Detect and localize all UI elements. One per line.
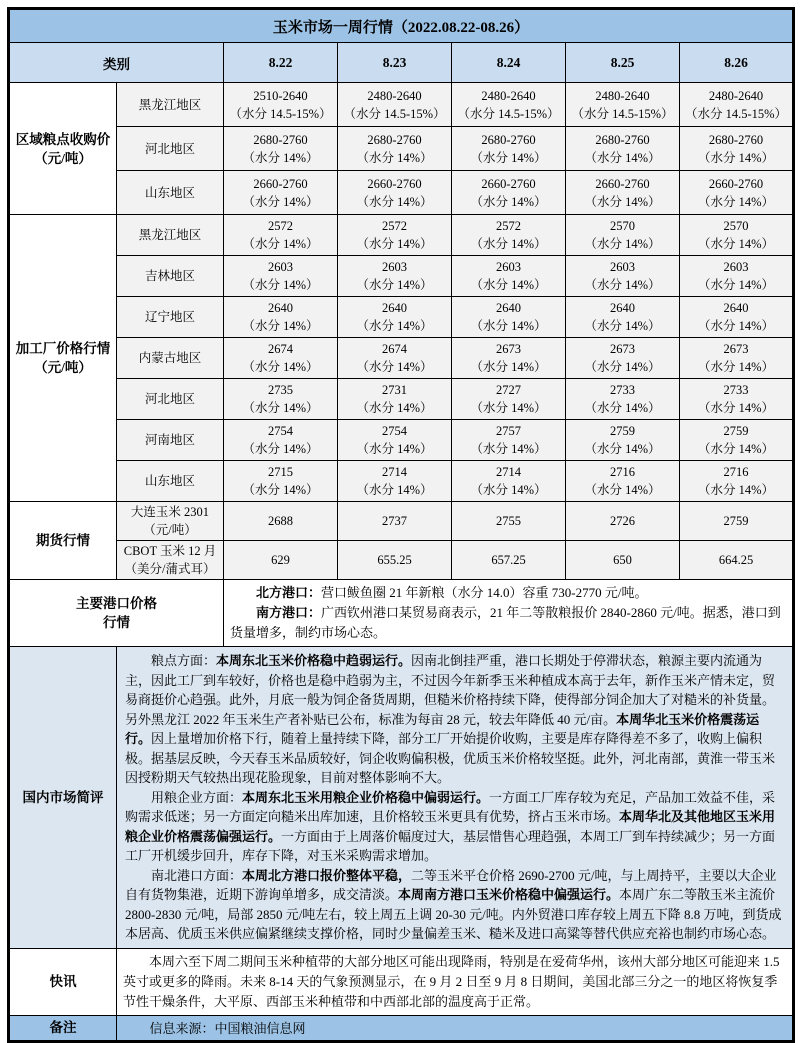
ports-row — [9, 580, 794, 647]
price-line: （水分 14%） — [697, 319, 775, 333]
price-line: （水分 14.5-15%） — [457, 106, 560, 121]
text-segment: 一方面工厂库存较为充足，产品加工效益不佳，采购需求低迷；另一方面定向糙米出库加速，且价格较玉米更具有优势，挤占玉米市场。 — [125, 789, 776, 824]
price-line: （水分 14%） — [697, 360, 775, 374]
section-label-futures — [9, 502, 117, 580]
price-line: 2688 — [268, 514, 293, 528]
section-label-note: 备注 — [9, 1015, 117, 1041]
price-line: 2680-2760 — [367, 132, 422, 147]
price-line: 2673 — [723, 342, 749, 356]
price-line: 2754 — [382, 424, 407, 438]
price-line: （水分 14%） — [242, 360, 319, 374]
price-line: 2716 — [610, 465, 635, 479]
bold-text-segment: 南方港口： — [256, 605, 322, 620]
price-line: （水分 14%） — [697, 150, 775, 165]
price-cell — [566, 171, 680, 215]
price-line: 2660-2760 — [708, 176, 764, 191]
price-line: 2716 — [723, 465, 749, 479]
row-label — [117, 338, 224, 379]
price-cell — [338, 297, 452, 338]
price-cell — [224, 127, 338, 171]
price-cell — [338, 541, 452, 580]
price-line: （水分 14%） — [697, 442, 775, 456]
price-cell — [452, 127, 566, 171]
price-cell — [680, 215, 794, 256]
price-cell — [224, 83, 338, 127]
price-line: （水分 14.5-15%） — [571, 106, 674, 121]
price-line: 2680-2760 — [481, 132, 536, 147]
price-cell — [224, 215, 338, 256]
price-line: （水分 14%） — [356, 360, 433, 374]
row-label-line: 山东地区 — [144, 474, 195, 488]
row-label — [117, 83, 224, 127]
price-line: （水分 14%） — [470, 237, 547, 251]
row-label-line: 黑龙江地区 — [138, 97, 202, 112]
price-line: 2603 — [382, 260, 407, 274]
bold-text-segment: 本周南方港口玉米价格稳中偏强运行。 — [398, 887, 620, 902]
price-line: 2680-2760 — [595, 132, 650, 147]
price-line: 2660-2760 — [367, 176, 422, 191]
price-cell — [680, 461, 794, 502]
price-cell — [680, 83, 794, 127]
price-line: （水分 14%） — [356, 442, 433, 456]
price-line: （水分 14%） — [356, 278, 433, 292]
price-cell — [338, 171, 452, 215]
price-cell — [452, 215, 566, 256]
row-label — [117, 541, 224, 580]
price-line: 2754 — [268, 424, 293, 438]
row-label — [117, 215, 224, 256]
row-label-line: 河北地区 — [144, 392, 195, 406]
price-cell — [224, 256, 338, 297]
price-line: （水分 14%） — [584, 278, 661, 292]
text-segment: 一方面由于上周落价幅度过大，基层惜售心理趋强，本周工厂到车持续减少；另一方面工厂开机缓步回升，库存下降，对玉米采购需求增加。 — [125, 828, 776, 863]
price-cell — [452, 541, 566, 580]
price-cell — [224, 338, 338, 379]
price-line: 2680-2760 — [253, 132, 308, 147]
price-cell — [224, 379, 338, 420]
price-line: （水分 14%） — [470, 401, 547, 415]
price-line: （水分 14.5-15%） — [684, 106, 788, 121]
price-line: （水分 14%） — [697, 278, 775, 292]
bold-text-segment: 本周东北玉米用粮企业价格稳中偏弱运行。 — [242, 789, 490, 805]
bold-text-segment: 本周华北及其他地区玉米用粮企业价格震荡偏强运行。 — [125, 809, 776, 844]
info-source: 信息来源：中国粮油信息网 — [117, 1015, 794, 1041]
price-line: 2572 — [382, 219, 407, 233]
price-cell — [452, 171, 566, 215]
price-cell — [680, 502, 794, 541]
price-line: （水分 14%） — [470, 150, 547, 165]
row-label-line: （元/吨） — [143, 523, 197, 537]
text-segment: 广西钦州港口某贸易商表示，21 年二等散粮报价 2840-2860 元/吨。据悉，港口到货量增多，制约市场心态。 — [230, 605, 781, 640]
price-line: 2735 — [268, 383, 293, 397]
price-line: 2640 — [610, 301, 635, 315]
price-line: （水分 14%） — [356, 319, 433, 333]
price-cell — [338, 379, 452, 420]
price-line: 2759 — [723, 424, 749, 438]
note-row — [9, 1015, 794, 1041]
row-label — [117, 171, 224, 215]
table-row — [9, 83, 794, 127]
text-segment: 本周六至下周二期间玉米种植带的大部分地区可能出现降雨，特别是在爱荷华州，该州大部分地区可能迎来 1.5 英寸或更多的降雨。未来 8-14 天的气象预测显示，在 9 月 2 日至 9 月 8 日期间，美国北部三分之一的地区将恢复季节性干燥条件，大平原、西部玉米种植带和中西部北部的温度高于正常。 — [123, 953, 780, 1009]
price-line: 2572 — [496, 219, 521, 233]
price-cell — [338, 502, 452, 541]
price-line: 2480-2640 — [595, 88, 650, 103]
row-label — [117, 297, 224, 338]
text-segment: 用粮企业方面： — [151, 789, 243, 805]
price-line: （水分 14%） — [356, 237, 433, 251]
paragraph — [123, 952, 784, 1012]
price-line: 2603 — [268, 260, 293, 274]
price-cell — [224, 171, 338, 215]
price-line: （水分 14%） — [242, 401, 319, 415]
price-cell — [452, 297, 566, 338]
price-line: （水分 14%） — [584, 360, 661, 374]
price-line: （水分 14%） — [242, 319, 319, 333]
paragraph — [125, 651, 784, 788]
price-cell — [566, 83, 680, 127]
price-line: 2737 — [382, 514, 407, 528]
price-cell — [452, 502, 566, 541]
price-line: （水分 14%） — [356, 194, 433, 209]
price-cell — [566, 215, 680, 256]
date-header-3: 8.24 — [452, 43, 566, 83]
page-title: 玉米市场一周行情（2022.08.22-08.26） — [9, 9, 794, 43]
price-cell — [566, 297, 680, 338]
price-cell — [566, 420, 680, 461]
price-line: （水分 14%） — [470, 483, 547, 497]
price-line: （水分 14%） — [242, 237, 319, 251]
price-line: 2640 — [268, 301, 293, 315]
price-line: 2673 — [610, 342, 635, 356]
text-segment: 本周广东二等散玉米主流价 2800-2830 元/吨，局部 2850 元/吨左右，较上周五上调 20-30 元/吨。内外贸港口库存较上周五下降 8.8 万吨，到货成本居高、优质玉米供应偏紧继续支撑价格，同时少量偏差玉米、糙米及进口高粱等替代供应充裕也制约市场心态。 — [125, 887, 782, 941]
section-label-line: （元/吨） — [34, 360, 92, 375]
price-cell — [224, 502, 338, 541]
price-cell — [680, 127, 794, 171]
price-line: （水分 14%） — [697, 194, 775, 209]
bold-text-segment: 本周华北玉米价格震荡运行。 — [125, 711, 760, 746]
price-line: （水分 14%） — [356, 150, 433, 165]
price-cell — [338, 215, 452, 256]
price-line: 650 — [613, 553, 632, 567]
paragraph — [125, 788, 784, 866]
row-label-line: （美分/蒲式耳） — [124, 562, 216, 576]
price-line: 2660-2760 — [595, 176, 650, 191]
price-line: （水分 14%） — [470, 278, 547, 292]
price-line: 2757 — [496, 424, 521, 438]
price-cell — [566, 127, 680, 171]
section-label-line: 区域粮点收购价 — [15, 131, 111, 147]
price-line: （水分 14%） — [242, 278, 319, 292]
price-line: 664.25 — [718, 553, 754, 567]
paragraph — [230, 603, 784, 643]
row-label — [117, 502, 224, 541]
price-cell — [566, 541, 680, 580]
section-label-news: 快讯 — [9, 948, 117, 1015]
section-label-regional-purchase — [9, 83, 117, 215]
price-cell — [452, 420, 566, 461]
price-line: （水分 14%） — [242, 150, 319, 165]
text-segment: 二等玉米平仓价格 2690-2700 元/吨，与上周持平，主要以大企业自有货物集港，近期下游询单增多，成交清淡。 — [125, 867, 777, 902]
table-row — [9, 256, 794, 297]
price-line: 2733 — [610, 383, 635, 397]
price-line: 2570 — [610, 219, 635, 233]
price-line: （水分 14%） — [584, 319, 661, 333]
price-line: （水分 14%） — [697, 401, 775, 415]
price-cell — [680, 297, 794, 338]
price-line: 2640 — [382, 301, 407, 315]
price-line: （水分 14%） — [470, 319, 547, 333]
date-header-row — [9, 43, 794, 83]
bold-text-segment: 北方港口： — [256, 585, 322, 600]
date-header-4: 8.25 — [566, 43, 680, 83]
price-cell — [680, 541, 794, 580]
price-line: （水分 14%） — [584, 237, 661, 251]
price-line: 2731 — [382, 383, 407, 397]
news-row — [9, 948, 794, 1015]
price-line: （水分 14%） — [356, 401, 433, 415]
row-label — [117, 461, 224, 502]
price-line: （水分 14%） — [584, 194, 661, 209]
price-cell — [566, 338, 680, 379]
section-label-line: 加工厂价格行情 — [15, 341, 111, 356]
price-line: （水分 14%） — [242, 442, 319, 456]
section-label-line: 主要港口价格 — [76, 596, 157, 611]
price-cell — [338, 338, 452, 379]
price-line: （水分 14%） — [584, 401, 661, 415]
price-cell — [338, 461, 452, 502]
news-content — [117, 948, 794, 1015]
price-line: （水分 14%） — [697, 483, 775, 497]
corn-market-table — [7, 7, 795, 1043]
price-line: 2733 — [723, 383, 749, 397]
section-label-commentary: 国内市场简评 — [9, 647, 117, 949]
price-line: 2674 — [268, 342, 293, 356]
price-line: （水分 14%） — [356, 483, 433, 497]
price-line: （水分 14%） — [470, 360, 547, 374]
price-cell — [680, 420, 794, 461]
price-cell — [452, 461, 566, 502]
price-cell — [224, 420, 338, 461]
price-line: （水分 14%） — [470, 194, 547, 209]
price-cell — [680, 379, 794, 420]
price-line: 2660-2760 — [481, 176, 536, 191]
title-row — [9, 9, 794, 43]
price-cell — [566, 379, 680, 420]
table-row — [9, 171, 794, 215]
price-cell — [452, 256, 566, 297]
row-label-line: 河南地区 — [144, 433, 195, 447]
price-cell — [566, 256, 680, 297]
table-row — [9, 379, 794, 420]
price-line: 2603 — [496, 260, 521, 274]
text-segment: 因上量增加价格下行，随着上量持续下降，部分工厂开始提价收购，主要是库存降得差不多了，收购上偏积极。据基层反映，今天春玉米品质较好，饲企收购偏积极，优质玉米价格较坚挺。此外，河北南部，黄淮一带玉米因授粉期天气较热出现花脸现象，目前对整体影响不大。 — [125, 731, 776, 785]
price-line: 2603 — [610, 260, 635, 274]
price-line: 2755 — [496, 514, 521, 528]
price-cell — [680, 338, 794, 379]
row-label — [117, 256, 224, 297]
table-row — [9, 502, 794, 541]
text-segment: 营口鲅鱼圈 21 年新粮（水分 14.0）容重 730-2770 元/吨。 — [321, 585, 648, 600]
price-line: 2715 — [268, 465, 293, 479]
table-row — [9, 541, 794, 580]
row-label-line: 黑龙江地区 — [138, 228, 202, 242]
price-line: 629 — [271, 553, 290, 567]
price-cell — [338, 420, 452, 461]
price-line: 657.25 — [491, 553, 526, 567]
paragraph — [230, 583, 784, 603]
price-line: 2660-2760 — [253, 176, 308, 191]
text-segment: 粮点方面： — [151, 653, 217, 668]
price-line: 2572 — [268, 219, 293, 233]
text-segment: 南北港口方面： — [151, 867, 243, 883]
row-label-line: 山东地区 — [144, 185, 195, 200]
price-cell — [566, 502, 680, 541]
price-cell — [224, 461, 338, 502]
price-line: （水分 14%） — [584, 483, 661, 497]
price-cell — [452, 338, 566, 379]
price-line: （水分 14.5-15%） — [343, 106, 446, 121]
price-line: 2510-2640 — [253, 88, 308, 103]
section-label-line: 行情 — [103, 615, 130, 630]
price-cell — [452, 379, 566, 420]
price-cell — [338, 83, 452, 127]
price-cell — [680, 256, 794, 297]
price-line: 2759 — [610, 424, 635, 438]
date-header-2: 8.23 — [338, 43, 452, 83]
section-label-line: （元/吨） — [34, 150, 92, 166]
price-line: 2673 — [496, 342, 521, 356]
price-line: （水分 14%） — [584, 150, 661, 165]
paragraph — [125, 866, 784, 944]
table-row — [9, 215, 794, 256]
price-line: 2480-2640 — [708, 88, 764, 103]
bold-text-segment: 本周北方港口报价整体平稳， — [242, 867, 412, 883]
row-label-line: 大连玉米 2301 — [130, 505, 210, 519]
price-cell — [680, 171, 794, 215]
commentary-content — [117, 647, 794, 949]
price-line: 655.25 — [377, 553, 412, 567]
price-cell — [338, 256, 452, 297]
row-label-line: 内蒙古地区 — [138, 351, 202, 365]
price-line: 2480-2640 — [367, 88, 422, 103]
date-header-1: 8.22 — [224, 43, 338, 83]
section-label-processing-price — [9, 215, 117, 502]
row-label — [117, 379, 224, 420]
price-line: 2603 — [723, 260, 749, 274]
price-cell — [338, 127, 452, 171]
category-header: 类别 — [9, 43, 224, 83]
price-line: 2570 — [723, 219, 749, 233]
price-cell — [566, 461, 680, 502]
row-label-line: 河北地区 — [144, 141, 195, 156]
row-label-line: 吉林地区 — [144, 269, 195, 283]
table-row — [9, 297, 794, 338]
price-line: 2674 — [382, 342, 407, 356]
row-label — [117, 420, 224, 461]
ports-content — [224, 580, 794, 647]
price-line: 2480-2640 — [481, 88, 536, 103]
price-line: 2714 — [496, 465, 521, 479]
price-line: （水分 14%） — [584, 442, 661, 456]
bold-text-segment: 本周东北玉米价格稳中趋弱运行。 — [216, 653, 412, 668]
row-label-line: 辽宁地区 — [144, 310, 195, 324]
price-line: （水分 14.5-15%） — [229, 106, 332, 121]
price-cell — [224, 297, 338, 338]
table-row — [9, 420, 794, 461]
price-line: （水分 14%） — [242, 483, 319, 497]
text-segment: 因南北倒挂严重，港口长期处于停滞状态，粮源主要内流通为主，因此工厂到车较好，价格也是稳中趋弱为主，不过因今年新季玉米种植成本高于去年，新作玉米产情未定，贸易商挺价心趋强。此外，月底一般为饲企备货周期，但糙米价格持续下降，使得部分饲企加大了对糙米的补货量。另外黑龙江 2022 年玉米生产者补贴已公布，标准为每亩 28 元，较去年降低 40 元/亩。 — [125, 653, 776, 727]
price-line: （水分 14%） — [470, 442, 547, 456]
price-line: 2727 — [496, 383, 521, 397]
commentary-row — [9, 647, 794, 949]
row-label-line: CBOT 玉米 12 月 — [123, 544, 217, 558]
table-row — [9, 127, 794, 171]
price-cell — [224, 541, 338, 580]
price-line: 2640 — [723, 301, 749, 315]
price-line: 2640 — [496, 301, 521, 315]
table-row — [9, 338, 794, 379]
price-line: （水分 14%） — [242, 194, 319, 209]
price-line: 2726 — [610, 514, 635, 528]
date-header-5: 8.26 — [680, 43, 794, 83]
price-line: 2680-2760 — [708, 132, 764, 147]
price-line: 2759 — [723, 514, 749, 528]
row-label — [117, 127, 224, 171]
table-row — [9, 461, 794, 502]
section-label-ports — [9, 580, 224, 647]
section-label-line: 期货行情 — [36, 533, 90, 548]
price-line: 2714 — [382, 465, 407, 479]
price-line: （水分 14%） — [697, 237, 775, 251]
price-cell — [452, 83, 566, 127]
